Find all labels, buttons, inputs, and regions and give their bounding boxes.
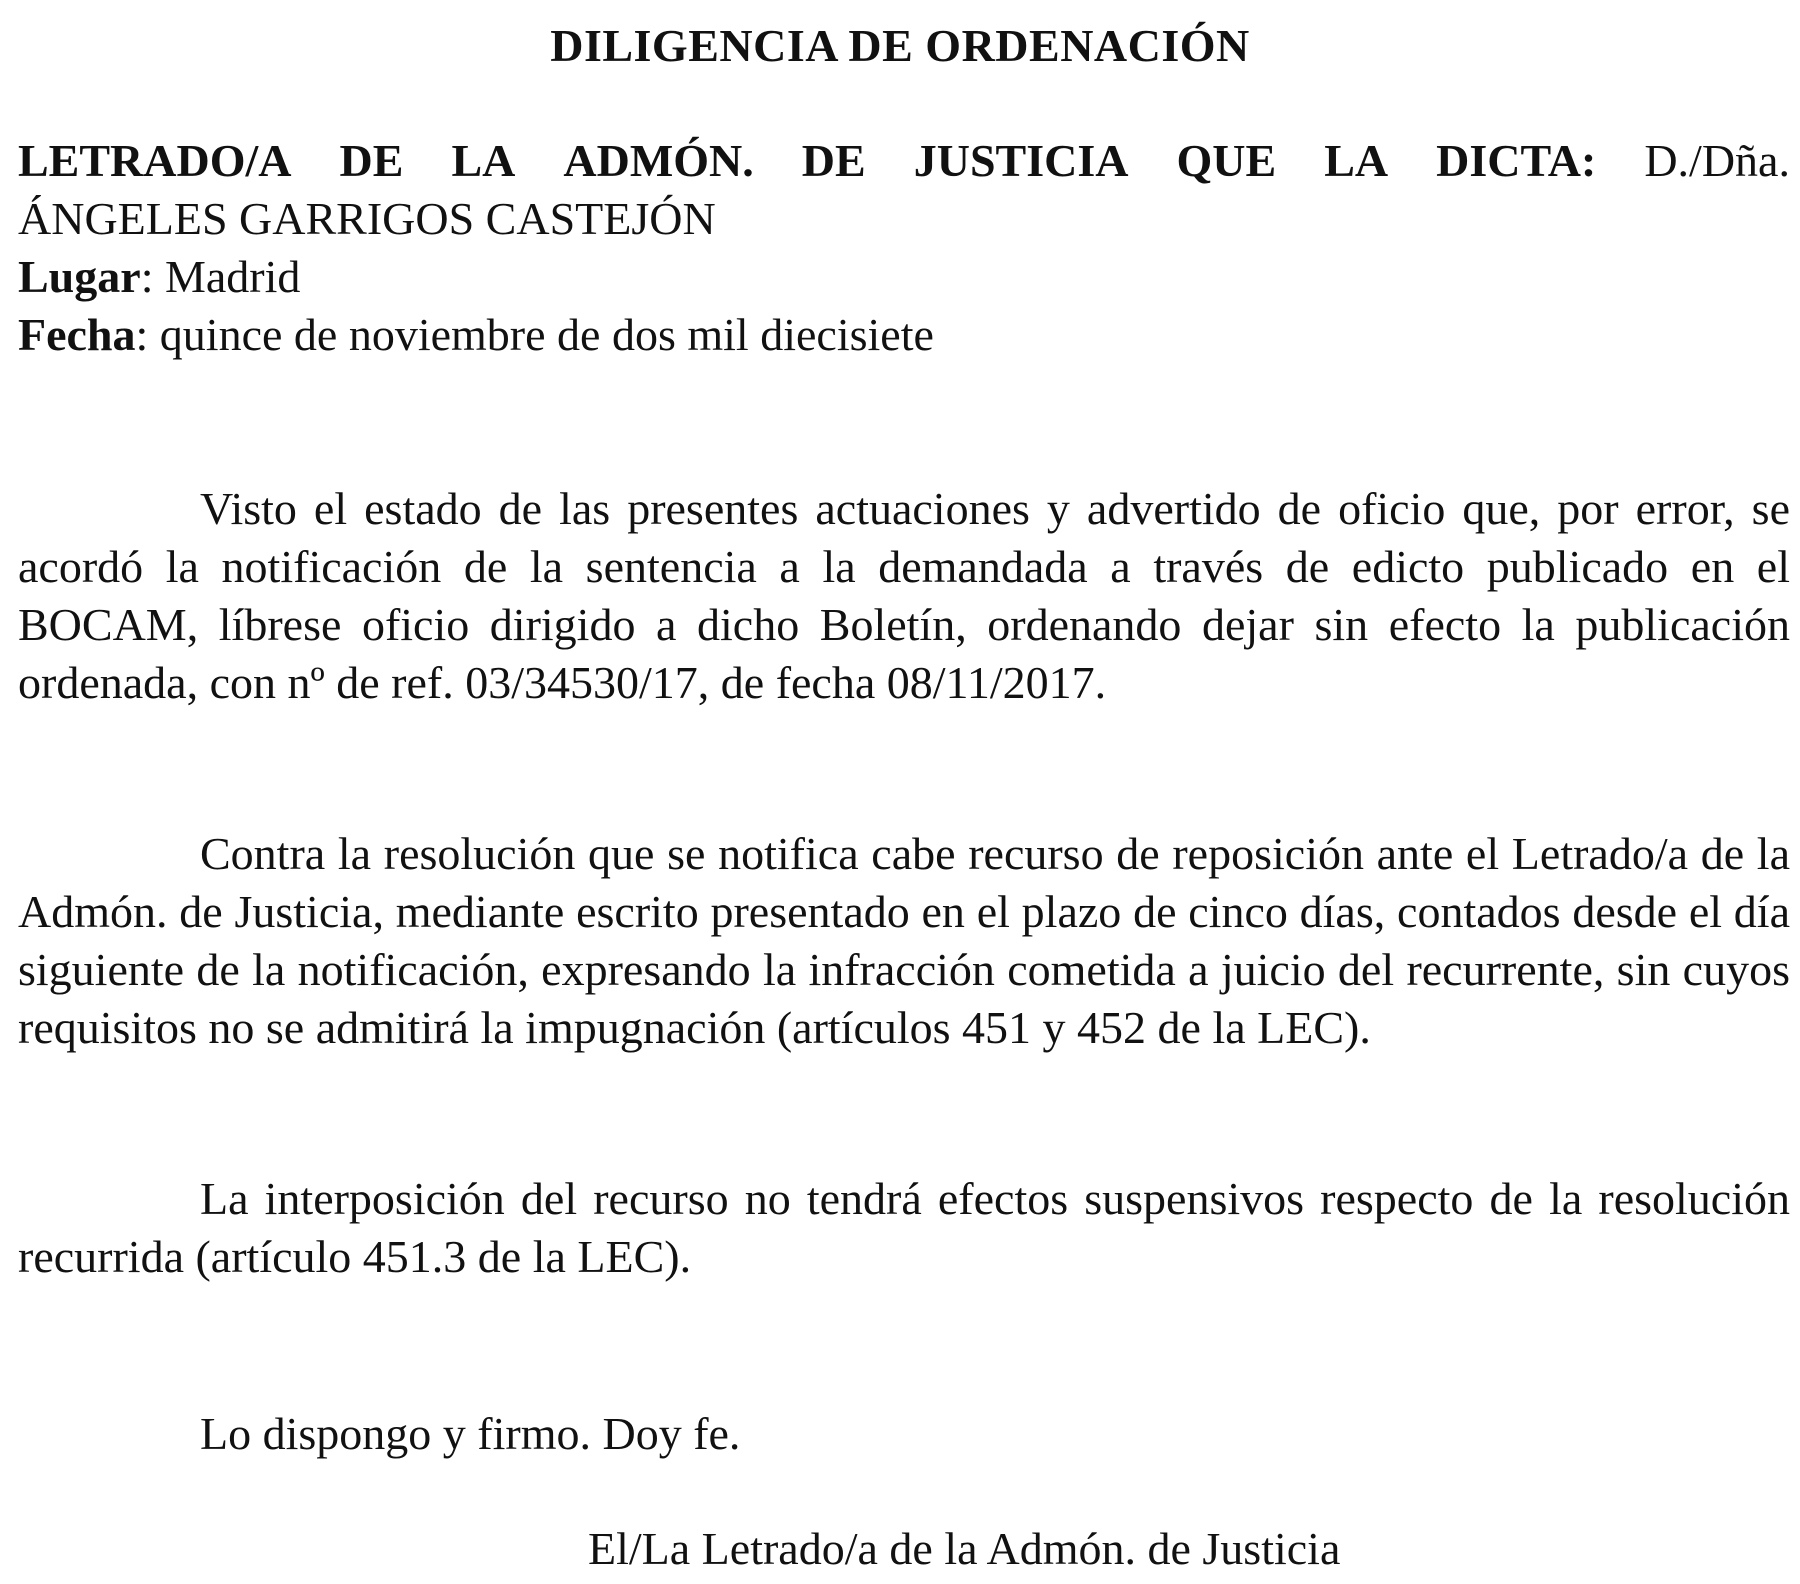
- signature-line: El/La Letrado/a de la Admón. de Justicia: [588, 1523, 1341, 1574]
- lugar-line: [18, 248, 1790, 306]
- fecha-line: [18, 306, 1790, 364]
- letrado-label-word: LA: [451, 135, 516, 186]
- letrado-label-word: QUE: [1176, 135, 1277, 186]
- document-title: DILIGENCIA DE ORDENACIÓN: [550, 20, 1250, 71]
- fecha-value: : quince de noviembre de dos mil diecisiete: [135, 309, 934, 360]
- paragraph-recurso: Contra la resolución que se notifica cabe recurso de reposición ante el Letrado/a de la Admón. de Justicia, mediante escrito presentado en el plazo de cinco días, contados desde el día siguiente de la notificación, expresando la infracción cometida a juicio del recurrente, sin cuyos requisitos no se admitirá la impugnación (artículos 451 y 452 de la LEC).: [18, 828, 1790, 1053]
- letrado-label-word: DE: [801, 135, 866, 186]
- lugar-label: Lugar: [18, 251, 141, 302]
- letrado-label-word: DICTA:: [1436, 135, 1597, 186]
- header-block: [18, 132, 1790, 364]
- letrado-label-word: LA: [1324, 135, 1389, 186]
- lugar-value: : Madrid: [140, 251, 301, 302]
- letrado-label-word: DE: [339, 135, 404, 186]
- closing-formula: Lo dispongo y firmo. Doy fe.: [200, 1408, 741, 1459]
- paragraph-oficio: Visto el estado de las presentes actuaciones y advertido de oficio que, por error, se acordó la notificación de la sentencia a la demandada a través de edicto publicado en el BOCAM, líbrese oficio dirigido a dicho Boletín, ordenando dejar sin efecto la publicación ordenada, con nº de ref. 03/34530/17, de fecha 08/11/2017.: [18, 483, 1790, 708]
- letrado-prefix: D./Dña.: [1644, 135, 1790, 186]
- letrado-label-word: JUSTICIA: [913, 135, 1129, 186]
- letrado-label-word: ADMÓN.: [563, 135, 754, 186]
- letrado-label-word: LETRADO/A: [18, 135, 292, 186]
- paragraph-efectos: La interposición del recurso no tendrá efectos suspensivos respecto de la resolución recurrida (artículo 451.3 de la LEC).: [18, 1173, 1790, 1282]
- letrado-line: [18, 132, 1790, 190]
- letrado-name: ÁNGELES GARRIGOS CASTEJÓN: [18, 193, 716, 244]
- fecha-label: Fecha: [18, 309, 136, 360]
